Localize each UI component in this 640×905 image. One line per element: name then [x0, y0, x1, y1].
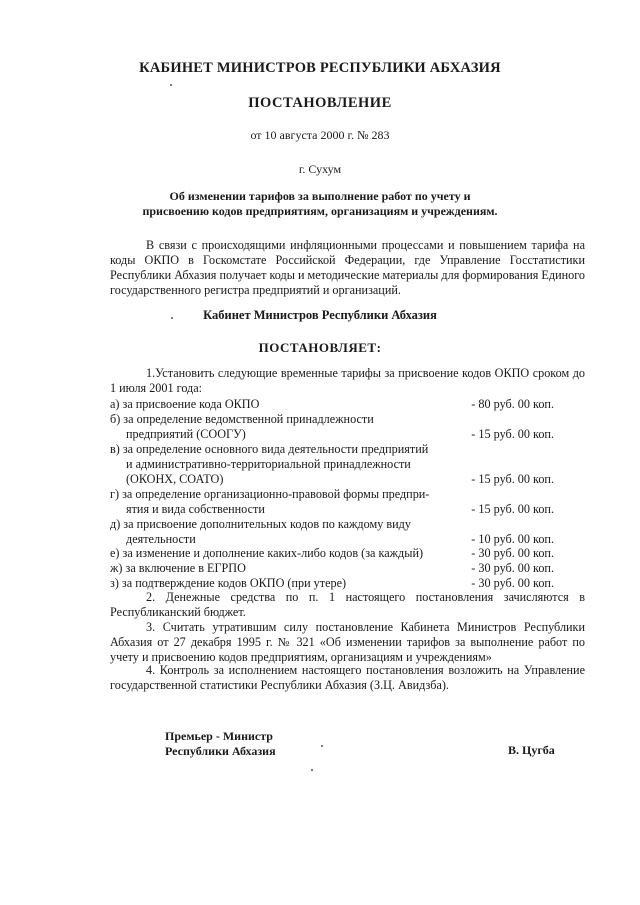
tariff-item [110, 517, 560, 547]
paragraph-2-text: 2. Денежные средства по п. 1 настоящего постановления зачисляются в Республиканский бюджет. [110, 590, 585, 619]
tariff-item-text: и административно-территориальной принадлежности [126, 456, 411, 471]
tariff-item-text: е) за изменение и дополнение каких-либо кодов (за каждый) [110, 546, 424, 560]
signer-position-line-2: Республики Абхазия [165, 743, 276, 758]
document-date-number: от 10 августа 2000 г. № 283 [250, 128, 390, 142]
subject-line-1: Об изменении тарифов за выполнение работ по учету и [169, 189, 471, 203]
tariff-price: - 30 руб. 00 коп. [471, 546, 554, 560]
subject-line-2: присвоению кодов предприятиям, организациям и учреждениям. [142, 203, 498, 218]
document-type: ПОСТАНОВЛЕНИЕ [248, 95, 392, 111]
tariff-item-text: ж) за включение в ЕГРПО [110, 561, 246, 575]
tariff-price: - 15 руб. 00 коп. [471, 472, 554, 486]
tariff-item [110, 397, 560, 412]
paragraph-3-text: 3. Считать утратившим силу постановление Кабинета Министров Республики Абхазия от 27 декабря 1995 г. № 321 «Об изменении тарифов за выполнение работ по учету и присвоению кодов предприятиям, организациям и учреждениям» [110, 620, 585, 664]
paragraph-4 [110, 663, 585, 693]
tariff-item-text: деятельности [126, 531, 196, 546]
preamble-paragraph [110, 238, 585, 298]
tariff-item [110, 442, 560, 487]
tariff-price: - 80 руб. 00 коп. [471, 397, 554, 411]
tariff-item [110, 576, 560, 591]
cabinet-line: Кабинет Министров Республики Абхазия [203, 308, 437, 322]
tariff-item-text: б) за определение ведомственной принадлежности [110, 412, 374, 426]
tariff-item-text: в) за определение основного вида деятельности предприятий [110, 442, 429, 456]
scan-speck [171, 317, 173, 319]
tariff-price: - 30 руб. 00 коп. [471, 561, 554, 575]
tariff-item-text: з) за подтверждение кодов ОКПО (при утере) [110, 576, 347, 590]
resolves-heading: ПОСТАНОВЛЯЕТ: [258, 340, 382, 355]
scan-speck [321, 745, 323, 747]
preamble-text: В связи с происходящими инфляционными процессами и повышением тарифа на коды ОКПО в Госкомстате Российской Федерации, где Управление Госстатистики Республики Абхазия получает коды и методические материалы для формирования Единого государственного регистра предприятий и организаций. [110, 238, 585, 297]
tariff-item [110, 487, 560, 517]
org-title: КАБИНЕТ МИНИСТРОВ РЕСПУБЛИКИ АБХАЗИЯ [139, 60, 501, 76]
signer-name: В. Цугба [508, 743, 555, 757]
signer-position-line-1: Премьер - Министр [165, 729, 273, 743]
paragraph-1-intro [110, 366, 585, 396]
tariff-item-text: ятия и вида собственности [126, 501, 265, 516]
tariff-item-text: (ОКОНХ, СОАТО) [126, 471, 224, 486]
scan-speck [311, 769, 313, 771]
tariff-price: - 10 руб. 00 коп. [471, 532, 554, 546]
paragraph-2 [110, 590, 585, 620]
tariff-item-text: предприятий (СООГУ) [126, 426, 246, 441]
scan-speck [170, 84, 172, 86]
paragraph-1-text: 1.Установить следующие временные тарифы за присвоение кодов ОКПО сроком до 1 июля 2001 года: [110, 366, 585, 395]
document-city: г. Сухум [298, 162, 342, 176]
tariff-item [110, 546, 560, 561]
tariff-item-text: г) за определение организационно-правовой формы предпри- [110, 487, 430, 501]
tariff-item [110, 412, 560, 442]
tariff-item [110, 561, 560, 576]
tariff-item-text: д) за присвоение дополнительных кодов по каждому виду [110, 517, 411, 531]
tariff-item-text: а) за присвоение кода ОКПО [110, 397, 260, 411]
paragraph-3 [110, 620, 585, 665]
tariff-price: - 15 руб. 00 коп. [471, 502, 554, 516]
paragraph-4-text: 4. Контроль за исполнением настоящего постановления возложить на Управление государственной статистики Республики Абхазия (З.Ц. Авидзба). [110, 663, 585, 692]
signer-position [165, 729, 276, 758]
tariff-price: - 30 руб. 00 коп. [471, 576, 554, 590]
tariff-price: - 15 руб. 00 коп. [471, 427, 554, 441]
document-subject [0, 189, 640, 218]
